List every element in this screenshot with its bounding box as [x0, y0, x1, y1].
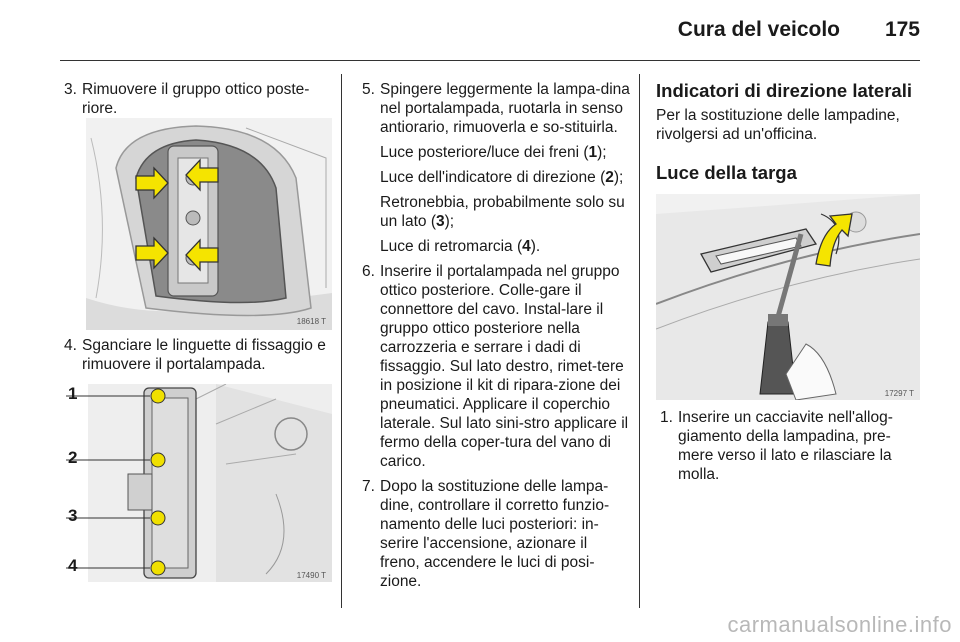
step-number: 6.: [362, 263, 375, 280]
step-text: Dopo la sostituzione delle lampa-dine, controllare il corretto funzio-namento delle luci posteriori: in-serire l'accensione, azionare il freno, accendere le luci di posi-zione.: [380, 478, 610, 590]
step-3: [60, 80, 332, 118]
bulb-item-1: Luce posteriore/luce dei freni (1);: [380, 144, 607, 161]
step-number: 7.: [362, 478, 375, 495]
figure-tail-light-removal: [86, 118, 332, 330]
step-text: Rimuovere il gruppo ottico poste-riore.: [82, 81, 310, 117]
step-number: 1.: [660, 409, 673, 426]
column-3: [656, 80, 920, 184]
figure-id-label: 18618 T: [296, 317, 326, 326]
column-divider-1: [341, 74, 342, 608]
callout-4: 4: [68, 556, 78, 575]
figure-bulb-holder: [66, 384, 332, 582]
figure-id-label: 17490 T: [296, 571, 326, 580]
step-number: 4.: [64, 337, 77, 354]
section-heading: Indicatori di direzione laterali: [656, 80, 912, 101]
page-number: 175: [884, 18, 920, 41]
section-heading: Luce della targa: [656, 162, 797, 183]
step-number: 5.: [362, 81, 375, 98]
step-4: [60, 336, 332, 374]
step-5: [358, 80, 630, 137]
section-paragraph: Per la sostituzione delle lampadine, rivolgersi ad un'officina.: [656, 107, 900, 143]
column-1-lower: [60, 336, 332, 374]
bulb-item-2: Luce dell'indicatore di direzione (2);: [380, 169, 624, 186]
column-divider-2: [639, 74, 640, 608]
bulb-item-4: Luce di retromarcia (4).: [380, 238, 541, 255]
callout-1: 1: [68, 384, 78, 403]
step-text: Spingere leggermente la lampa-dina nel portalampada, ruotarla in senso antiorario, rimuoverla e so-stituirla.: [380, 81, 630, 136]
column-1: [60, 80, 332, 118]
callout-2: 2: [68, 448, 78, 467]
step-text: Inserire il portalampada nel gruppo ottico posteriore. Colle-gare il connettore del cavo. Instal-lare il gruppo ottico posteriore nella carrozzeria e serrare i dadi di fissaggio. Sul lato destro, rimet-tere in posizione il kit di ripara-zione dei pneumatici. Applicare il coperchio laterale. Sul lato sini-stro applicare il fermo della coper-tura del vano di carico.: [380, 263, 629, 470]
watermark: carmanualsonline.info: [727, 612, 952, 637]
step-6: [358, 262, 630, 471]
section-title: Cura del veicolo: [677, 18, 840, 41]
column-3-lower: [656, 408, 920, 484]
step-text: Inserire un cacciavite nell'allog-giamento della lampadina, pre-mere verso il lato e rilasciare la molla.: [678, 409, 893, 483]
step-1: [656, 408, 920, 484]
figure-license-plate-light: [656, 194, 920, 400]
step-7: [358, 477, 630, 591]
step-number: 3.: [64, 81, 77, 98]
step-text: Sganciare le linguette di fissaggio e rimuovere il portalampada.: [82, 337, 326, 373]
bulb-item-3: Retronebbia, probabilmente solo su un lato (3);: [380, 194, 625, 230]
page-header: [60, 0, 920, 60]
callout-3: 3: [68, 506, 78, 525]
column-2: [358, 80, 630, 591]
header-divider: [60, 60, 920, 61]
figure-id-label: 17297 T: [884, 389, 914, 398]
